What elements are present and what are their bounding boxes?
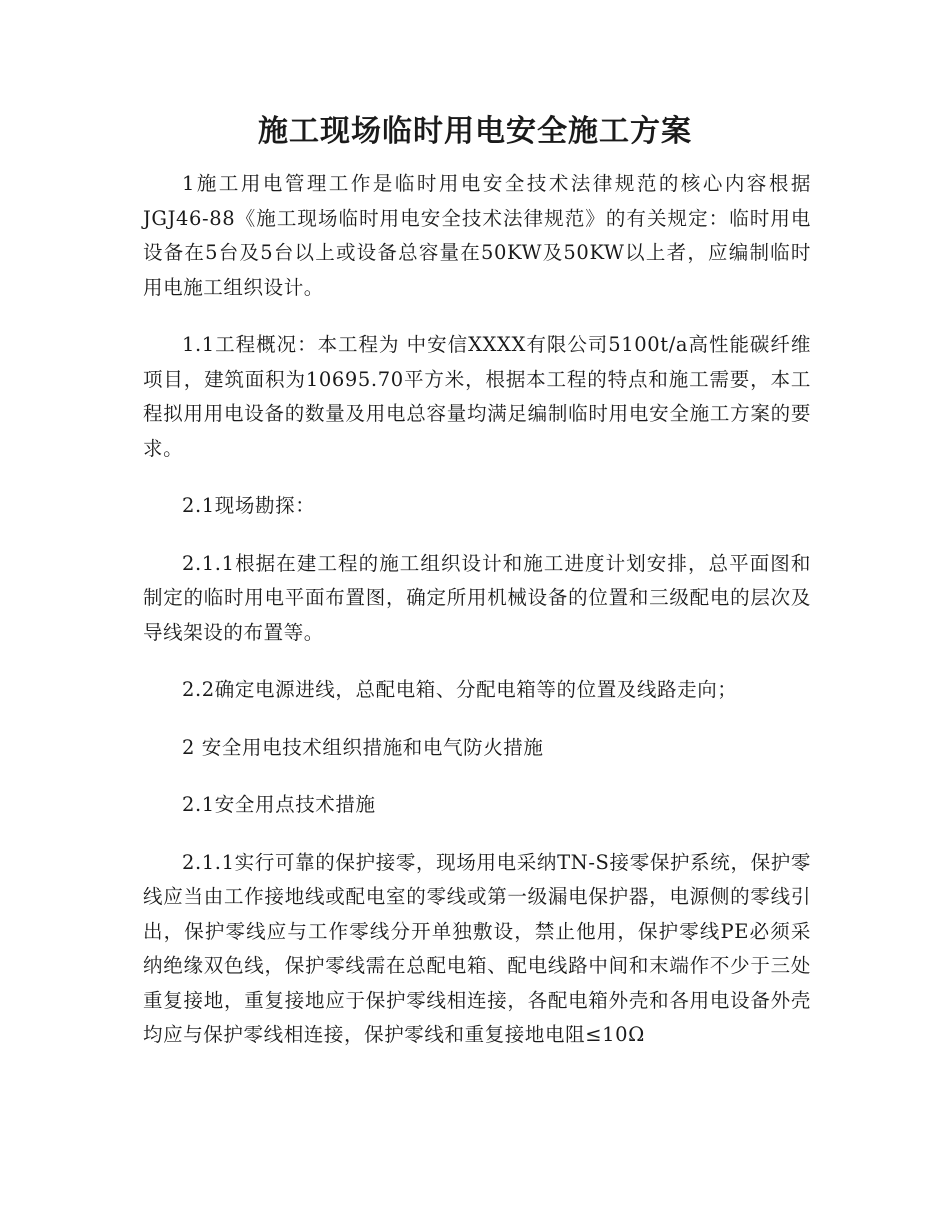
paragraph-safety-measures-heading: 2 安全用电技术组织措施和电气防火措施 (182, 735, 544, 759)
paragraph-site-survey-detail: 2.1.1根据在建工程的施工组织设计和施工进度计划安排，总平面图和制定的临时用电平面布置图，确定所用机械设备的位置和三级配电的层次及导线架设的布置等。 (143, 551, 811, 644)
document-title: 施工现场临时用电安全施工方案 (258, 114, 692, 149)
paragraph-power-source: 2.2确定电源进线，总配电箱、分配电箱等的位置及线路走向； (182, 678, 738, 701)
paragraph-intro: 1施工用电管理工作是临时用电安全技术法律规范的核心内容根据JGJ46-88《施工现场临时用电安全技术法律规范》的有关规定：临时用电设备在5台及5台以上或设备总容量在50KW及50KW以上者，应编制临时用电施工组织设计。 (143, 172, 811, 299)
paragraph-protective-neutral: 2.1.1实行可靠的保护接零，现场用电采纳TN-S接零保护系统，保护零线应当由工作接地线或配电室的零线或第一级漏电保护器，电源侧的零线引出，保护零线应与工作零线分开单独敷设，禁止他用，保护零线PE必须采纳绝缘双色线，保护零线需在总配电箱、配电线路中间和末端作不少于三处重复接地，重复接地应于保护零线相连接，各配电箱外壳和各用电设备外壳均应与保护零线相连接，保护零线和重复接地电阻≤10Ω (143, 850, 811, 1046)
document-body (143, 167, 811, 1076)
paragraph-safety-tech-heading: 2.1安全用点技术措施 (182, 793, 376, 816)
paragraph-site-survey-heading: 2.1现场勘探： (182, 494, 316, 517)
paragraph-project-overview: 1.1工程概况：本工程为 中安信XXXX有限公司5100t/a高性能碳纤维项目，建筑面积为10695.70平方米，根据本工程的特点和施工需要，本工程拟用用电设备的数量及用电总容量均满足编制临时用电安全施工方案的要求。 (143, 333, 811, 460)
